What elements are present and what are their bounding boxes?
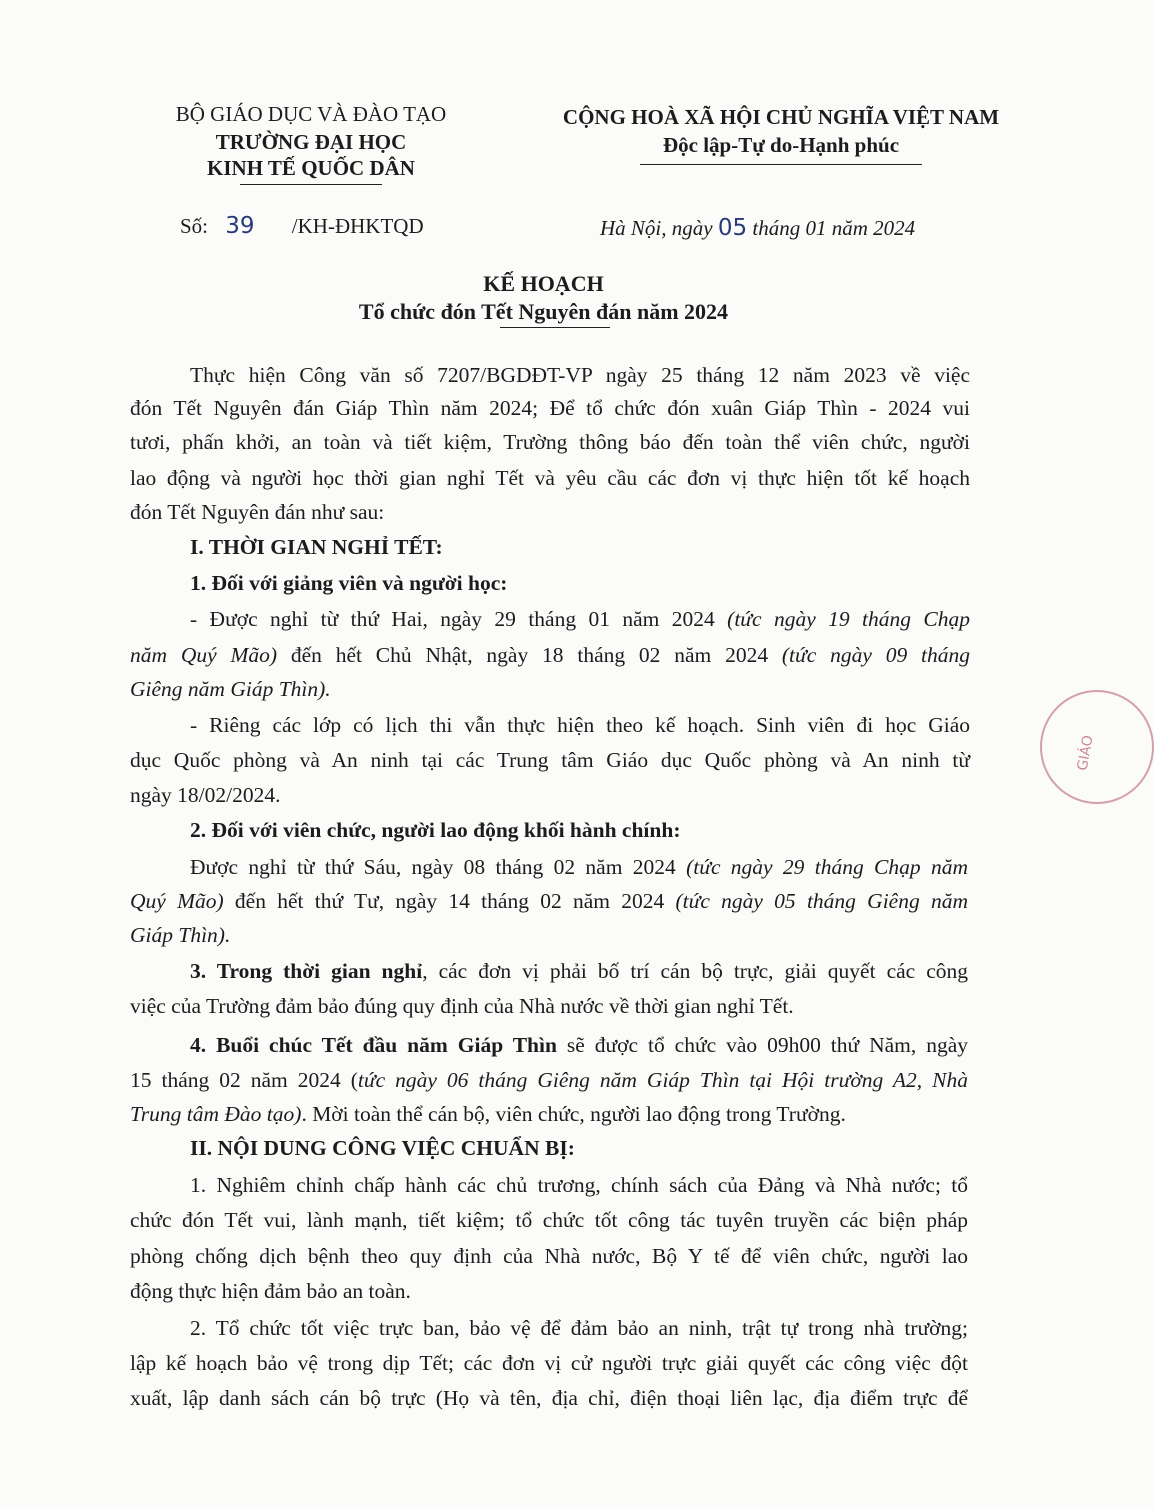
p4-line-1: 3. Trong thời gian nghỉ, các đơn vị phải bố trí cán bộ trực, giải quyết các công <box>190 959 968 983</box>
place-date-prefix: Hà Nội, ngày <box>600 216 718 240</box>
p5-line-1: 4. Buổi chúc Tết đầu năm Giáp Thìn sẽ được tổ chức vào 09h00 thứ Năm, ngày <box>190 1033 968 1057</box>
p1-line-2: năm Quý Mão) đến hết Chủ Nhật, ngày 18 tháng 02 năm 2024 (tức ngày 09 tháng <box>130 643 970 667</box>
motto-underline <box>640 164 922 165</box>
p5-line-2: 15 tháng 02 năm 2024 (tức ngày 06 tháng Giêng năm Giáp Thìn tại Hội trường A2, Nhà <box>130 1068 968 1092</box>
school-underline <box>240 184 382 185</box>
doc-subtitle: Tổ chức đón Tết Nguyên đán năm 2024 <box>358 299 729 324</box>
p6-line-1: 1. Nghiêm chỉnh chấp hành các chủ trương, chính sách của Đảng và Nhà nước; tổ <box>190 1173 968 1197</box>
p3-line-3: Giáp Thìn). <box>130 923 231 947</box>
section-1-heading: I. THỜI GIAN NGHỈ TẾT: <box>190 535 443 559</box>
p6-line-3: phòng chống dịch bệnh theo quy định của Nhà nước, Bộ Y tế để viên chức, người lao <box>130 1244 968 1268</box>
p2-line-1: - Riêng các lớp có lịch thi vẫn thực hiện theo kế hoạch. Sinh viên đi học Giáo <box>190 713 970 737</box>
p3-line-2: Quý Mão) đến hết thứ Tư, ngày 14 tháng 02 năm 2024 (tức ngày 05 tháng Giêng năm <box>130 889 968 913</box>
p2-line-2: dục Quốc phòng và An ninh tại các Trung tâm Giáo dục Quốc phòng và An ninh từ <box>130 748 970 772</box>
p3-line-1: Được nghỉ từ thứ Sáu, ngày 08 tháng 02 năm 2024 (tức ngày 29 tháng Chạp năm <box>190 855 968 879</box>
doc-number-label: Số: <box>180 214 209 238</box>
seal-stamp <box>1040 690 1154 804</box>
ministry-name: BỘ GIÁO DỤC VÀ ĐÀO TẠO <box>175 102 447 126</box>
nation-motto: Độc lập-Tự do-Hạnh phúc <box>662 133 900 157</box>
intro-line-5: đón Tết Nguyên đán như sau: <box>130 500 385 524</box>
p7-line-2: lập kế hoạch bảo vệ trong dịp Tết; các đơn vị cử người trực giải quyết các công việc đột <box>130 1351 968 1375</box>
doc-number-handwritten: 39 <box>225 213 255 239</box>
section-2-heading: II. NỘI DUNG CÔNG VIỆC CHUẨN BỊ: <box>190 1136 575 1160</box>
place-date <box>600 214 915 242</box>
p4-line-2: việc của Trường đảm bảo đúng quy định của Nhà nước về thời gian nghỉ Tết. <box>130 994 794 1018</box>
doc-number <box>180 212 424 240</box>
intro-line-2: đón Tết Nguyên đán Giáp Thìn năm 2024; Để tổ chức đón xuân Giáp Thìn - 2024 vui <box>130 396 970 420</box>
p6-line-4: động thực hiện đảm bảo an toàn. <box>130 1279 411 1303</box>
school-name-line2: KINH TẾ QUỐC DÂN <box>207 156 415 180</box>
section-1-2-heading: 2. Đối với viên chức, người lao động khối hành chính: <box>190 818 681 842</box>
p6-line-2: chức đón Tết vui, lành mạnh, tiết kiệm; tổ chức tốt công tác tuyên truyền các biện pháp <box>130 1208 968 1232</box>
doc-title: KẾ HOẠCH <box>483 271 604 296</box>
section-1-1-heading: 1. Đối với giảng viên và người học: <box>190 571 508 595</box>
doc-number-suffix: /KH-ĐHKTQD <box>291 214 424 238</box>
p1-line-1: - Được nghỉ từ thứ Hai, ngày 29 tháng 01 năm 2024 (tức ngày 19 tháng Chạp <box>190 607 970 631</box>
p1-line-3: Giêng năm Giáp Thìn). <box>130 677 331 701</box>
nation-name: CỘNG HOÀ XÃ HỘI CHỦ NGHĨA VIỆT NAM <box>562 105 1000 129</box>
p5-line-3: Trung tâm Đào tạo). Mời toàn thể cán bộ, viên chức, người lao động trong Trường. <box>130 1102 846 1126</box>
intro-line-3: tươi, phấn khởi, an toàn và tiết kiệm, Trường thông báo đến toàn thể viên chức, người <box>130 430 970 454</box>
p2-line-3: ngày 18/02/2024. <box>130 783 281 807</box>
date-day-handwritten: 05 <box>717 215 748 241</box>
place-date-suffix: tháng 01 năm 2024 <box>747 216 916 240</box>
subtitle-underline <box>500 327 610 328</box>
intro-line-4: lao động và người học thời gian nghỉ Tết và yêu cầu các đơn vị thực hiện tốt kế hoạch <box>130 466 970 490</box>
school-name-line1: TRƯỜNG ĐẠI HỌC <box>215 130 407 154</box>
p7-line-1: 2. Tổ chức tốt việc trực ban, bảo vệ để đảm bảo an ninh, trật tự trong nhà trường; <box>190 1316 968 1340</box>
intro-line-1: Thực hiện Công văn số 7207/BGDĐT-VP ngày 25 tháng 12 năm 2023 về việc <box>190 363 970 387</box>
seal-stamp-text: GIÁO <box>1074 734 1097 772</box>
p7-line-3: xuất, lập danh sách cán bộ trực (Họ và tên, địa chỉ, điện thoại liên lạc, địa điểm trực để <box>130 1386 968 1410</box>
